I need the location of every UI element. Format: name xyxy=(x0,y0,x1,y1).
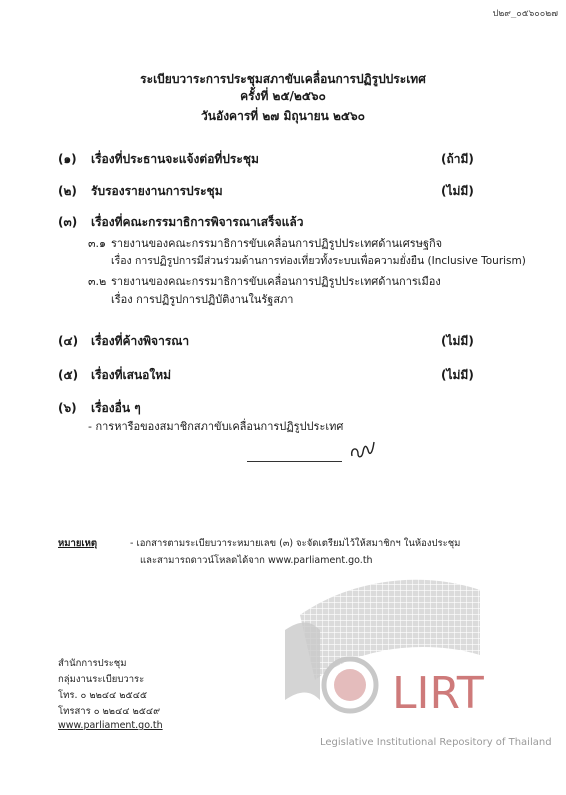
lirt-logo-mark: LIRT xyxy=(392,668,484,719)
note-line: - เอกสารตามระเบียบวาระหมายเลข (๓) จะจัดเตรียมไว้ให้สมาชิกฯ ในห้องประชุม xyxy=(130,538,461,549)
note-line: และสามารถดาวน์โหลดได้จาก www.parliament.go.th xyxy=(140,555,373,566)
agenda-title: เรื่องที่คณะกรรมาธิการพิจารณาเสร็จแล้ว xyxy=(91,215,304,229)
subitem-line: รายงานของคณะกรรมาธิการขับเคลื่อนการปฏิรูปประเทศด้านเศรษฐกิจ xyxy=(111,237,443,250)
footer-fax: โทรสาร ๐ ๒๒๔๔ ๒๕๔๙ xyxy=(58,706,161,717)
footer-tel: โทร. ๐ ๒๒๔๔ ๒๕๔๕ xyxy=(58,690,148,701)
agenda-bullet: - การหารือของสมาชิกสภาขับเคลื่อนการปฏิรูปประเทศ xyxy=(88,420,344,433)
subitem-line: เรื่อง การปฏิรูปการมีส่วนร่วมด้านการท่องเที่ยวทั้งระบบเพื่อความยั่งยืน (Inclusive Tourism) xyxy=(111,255,526,267)
page-title: ระเบียบวาระการประชุมสภาขับเคลื่อนการปฏิรูปประเทศ xyxy=(140,72,426,86)
footer-website-link[interactable]: www.parliament.go.th xyxy=(58,720,163,731)
document-id: ป๒๙_๐๕๖๐๐๒๗ xyxy=(492,9,558,19)
agenda-status: (ไม่มี) xyxy=(441,368,474,382)
agenda-title: เรื่องที่เสนอใหม่ xyxy=(91,368,172,382)
signature-mark xyxy=(348,438,378,462)
agenda-title: เรื่องที่ค้างพิจารณา xyxy=(91,334,190,348)
subitem-line: รายงานของคณะกรรมาธิการขับเคลื่อนการปฏิรูปประเทศด้านการเมือง xyxy=(111,275,441,288)
agenda-status: (ไม่มี) xyxy=(441,184,474,198)
agenda-number: (๔) xyxy=(58,334,79,348)
agenda-status: (ถ้ามี) xyxy=(441,152,474,166)
subitem-number: ๓.๒ xyxy=(88,275,107,288)
agenda-number: (๖) xyxy=(58,401,77,415)
agenda-number: (๕) xyxy=(58,368,79,382)
lirt-logo-watermark xyxy=(280,560,520,740)
agenda-title: รับรองรายงานการประชุม xyxy=(91,184,223,198)
session-number: ครั้งที่ ๒๕/๒๕๖๐ xyxy=(240,89,326,103)
agenda-title: เรื่องอื่น ๆ xyxy=(91,401,141,415)
agenda-title: เรื่องที่ประธานจะแจ้งต่อที่ประชุม xyxy=(91,152,259,166)
agenda-number: (๓) xyxy=(58,215,78,229)
watermark-caption: Legislative Institutional Repository of Thailand xyxy=(320,737,552,748)
meeting-date: วันอังคารที่ ๒๗ มิถุนายน ๒๕๖๐ xyxy=(201,109,365,123)
agenda-number: (๒) xyxy=(58,184,77,198)
note-label: หมายเหตุ xyxy=(58,538,98,549)
subitem-line: เรื่อง การปฏิรูปการปฏิบัติงานในรัฐสภา xyxy=(111,293,294,306)
agenda-number: (๑) xyxy=(58,152,77,166)
footer-group: กลุ่มงานระเบียบวาระ xyxy=(58,674,145,685)
signature-line xyxy=(247,461,342,462)
footer-office: สำนักการประชุม xyxy=(58,658,127,669)
subitem-number: ๓.๑ xyxy=(88,237,106,250)
agenda-status: (ไม่มี) xyxy=(441,334,474,348)
